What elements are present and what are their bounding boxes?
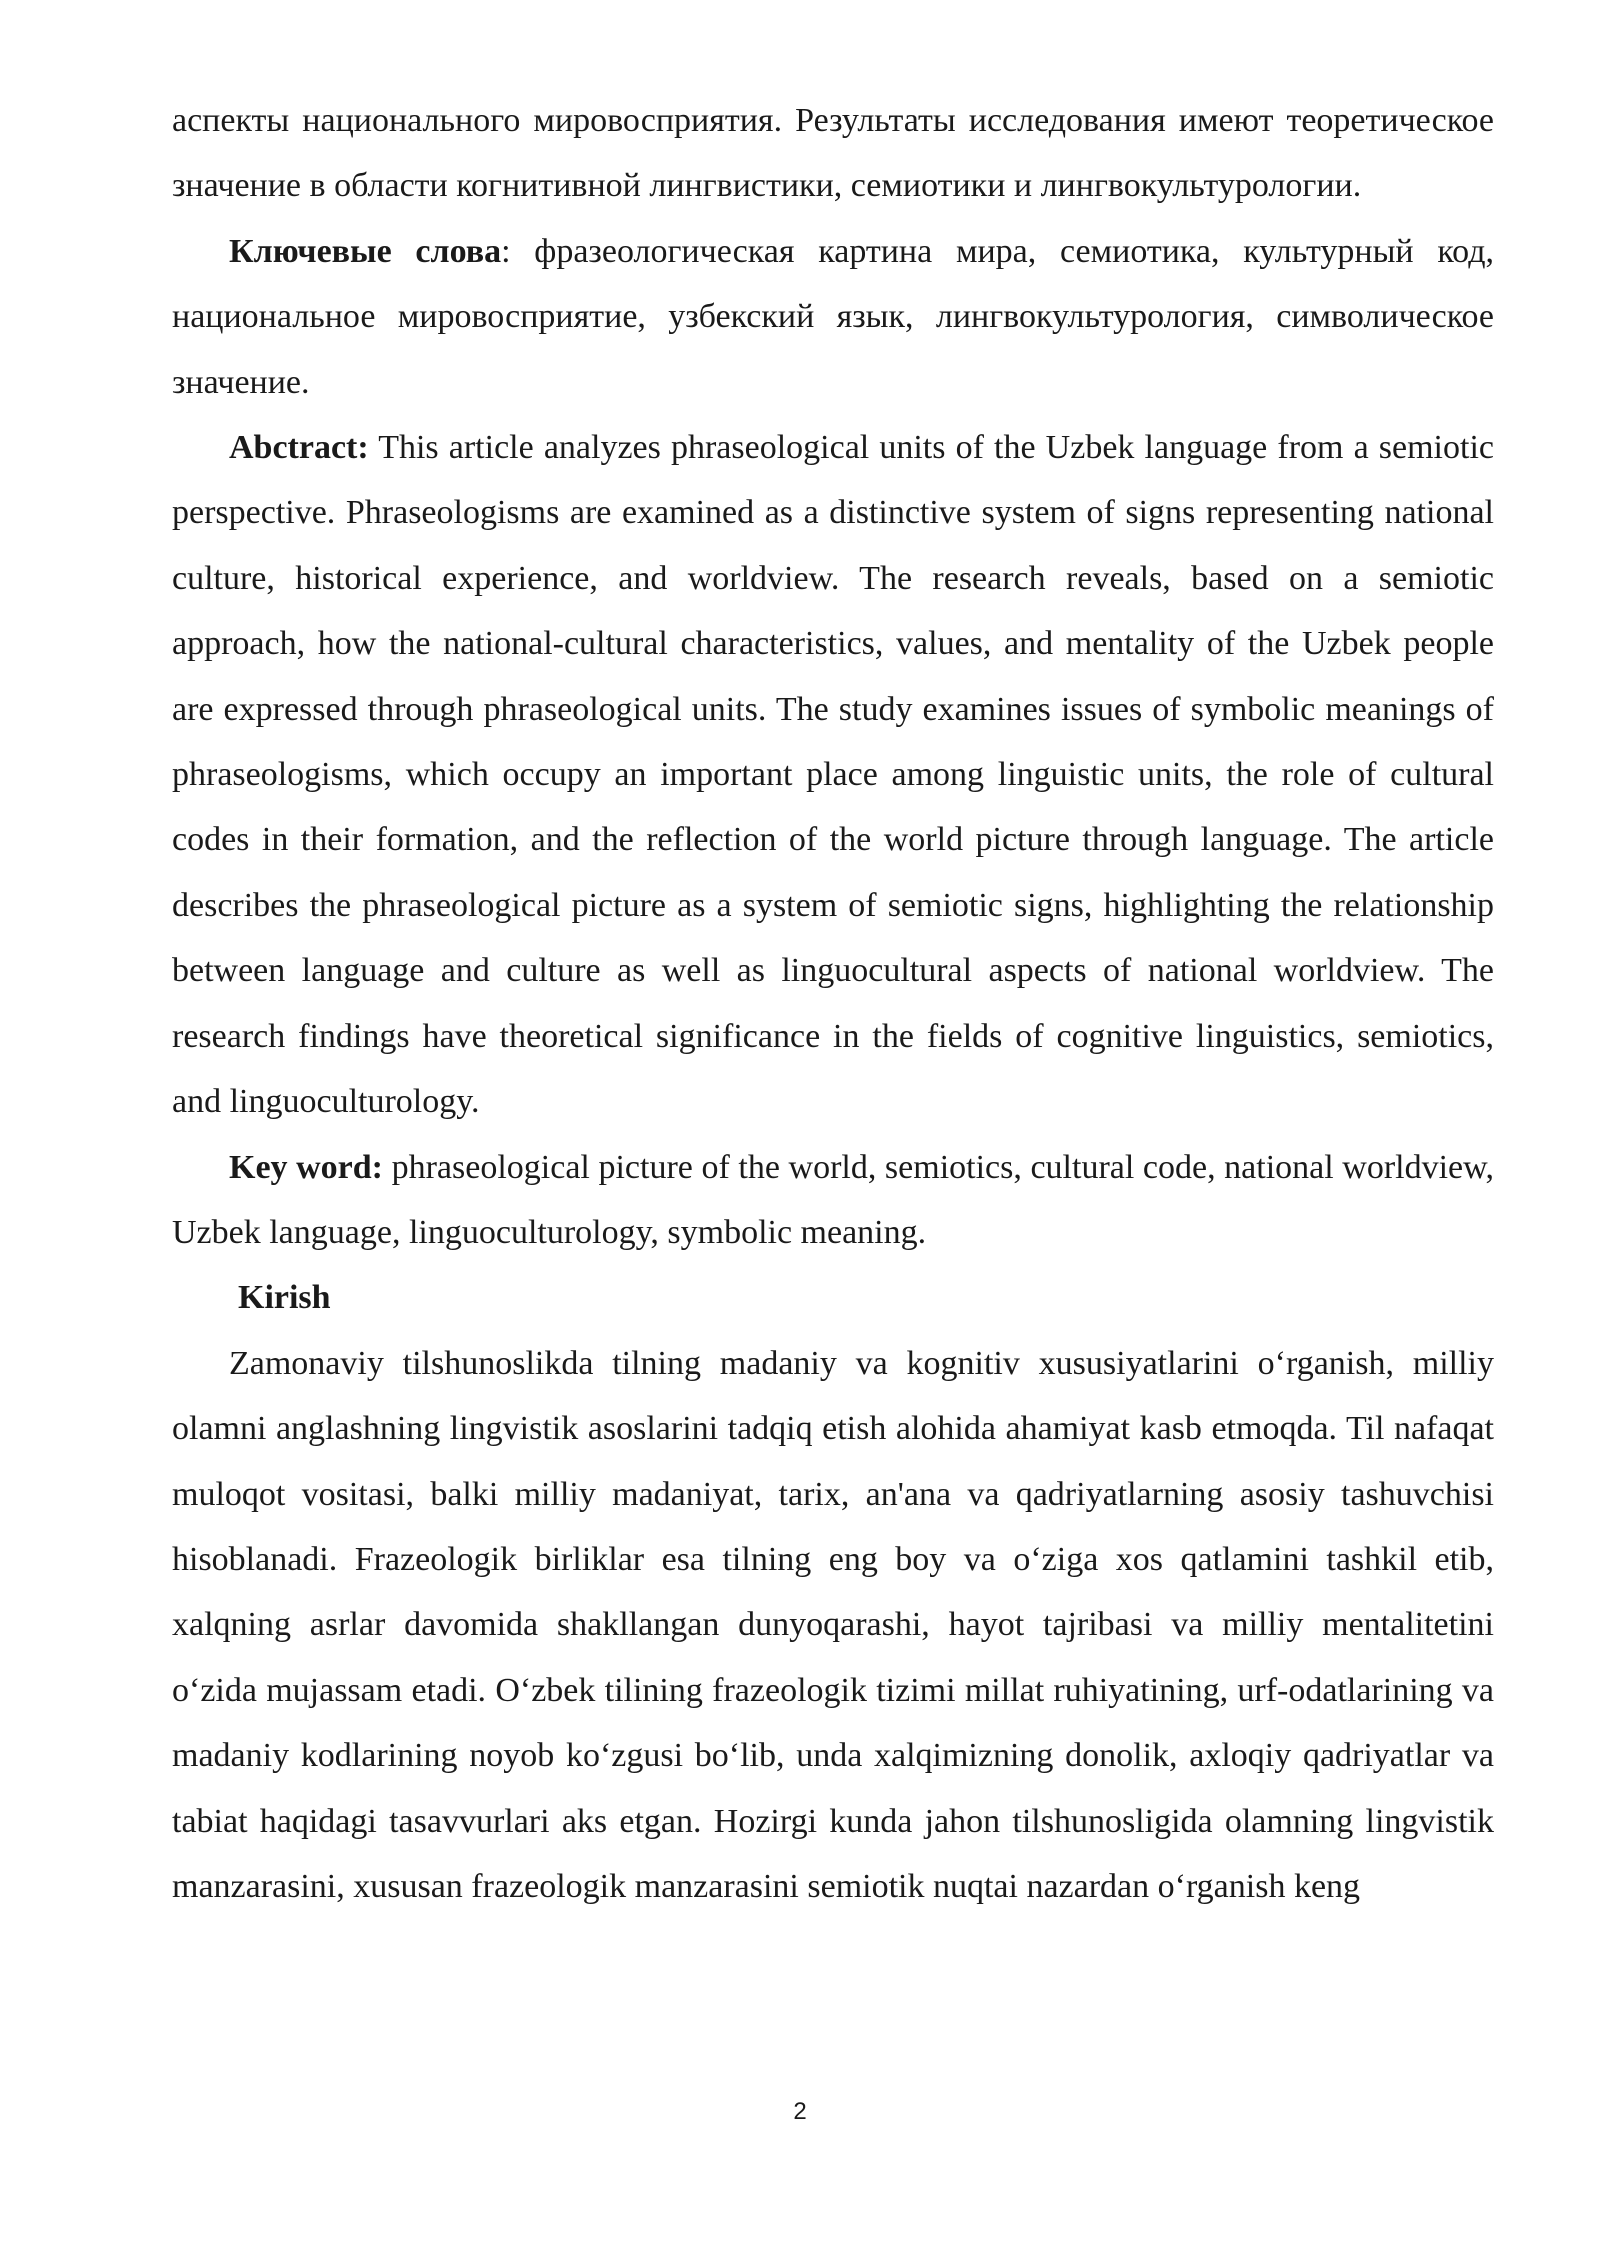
intro-paragraph: Zamonaviy tilshunoslikda tilning madaniy va kognitiv xususiyatlarini oʻrganish, milliy olamni anglashning lingvistik asoslarini tadqiq etish alohida ahamiyat kasb etmoqda. Til nafaqat muloqot vositasi, balki milliy madaniyat, tarix, an'ana va qadriyatlarning asosiy tashuvchisi hisoblanadi. Frazeologik birliklar esa tilning eng boy va oʻziga xos qatlamini tashkil etib, xalqning asrlar davomida shakllangan dunyoqarashi, hayot tajribasi va milliy mentalitetini oʻzida mujassam etadi. Oʻzbek tilining frazeologik tizimi millat ruhiyatining, urf-odatlarining va madaniy kodlarining noyob koʻzgusi boʻlib, unda xalqimizning donolik, axloqiy qadriyatlar va tabiat haqidagi tasavvurlari aks etgan. Hozirgi kunda jahon tilshunosligida olamning lingvistik manzarasini, xususan frazeologik manzarasini semiotik nuqtai nazardan oʻrganish keng — [172, 1344, 1494, 1905]
en-keywords-text: phraseological picture of the world, semiotics, cultural code, national worldview, Uzbek language, linguoculturology, symbolic meaning. — [172, 1148, 1494, 1251]
en-keywords-label: Key word: — [229, 1148, 384, 1186]
en-keywords-paragraph — [172, 1135, 1494, 1266]
section-heading-intro: Kirish — [238, 1279, 331, 1317]
en-abstract-text: This article analyzes phraseological units of the Uzbek language from a semiotic perspective. Phraseologisms are examined as a distinctive system of signs representing national culture, historical experience, and worldview. The research reveals, based on a semiotic approach, how the national-cultural characteristics, values, and mentality of the Uzbek people are expressed through phraseological units. The study examines issues of symbolic meanings of phraseologisms, which occupy an important place among linguistic units, the role of cultural codes in their formation, and the reflection of the world picture through language. The article describes the phraseological picture as a system of semiotic signs, highlighting the relationship between language and culture as well as linguocultural aspects of national worldview. The research findings have theoretical significance in the fields of cognitive linguistics, semiotics, and linguoculturology. — [172, 429, 1494, 1121]
ru-keywords-text: : фразеологическая картина мира, семиотика, культурный код, национальное мировосприятие, узбекский язык, лингвокультурология, символическое значение. — [172, 232, 1494, 401]
document-body — [172, 88, 1494, 1919]
page-number: 2 — [793, 2098, 807, 2125]
ru-keywords-paragraph — [172, 219, 1494, 415]
ru-abstract-tail: аспекты национального мировосприятия. Результаты исследования имеют теоретическое значение в области когнитивной лингвистики, семиотики и лингвокультурологии. — [172, 102, 1494, 205]
en-abstract-label: Abctract: — [229, 429, 369, 467]
en-abstract-paragraph — [172, 415, 1494, 1134]
ru-keywords-label: Ключевые слова — [229, 232, 502, 270]
